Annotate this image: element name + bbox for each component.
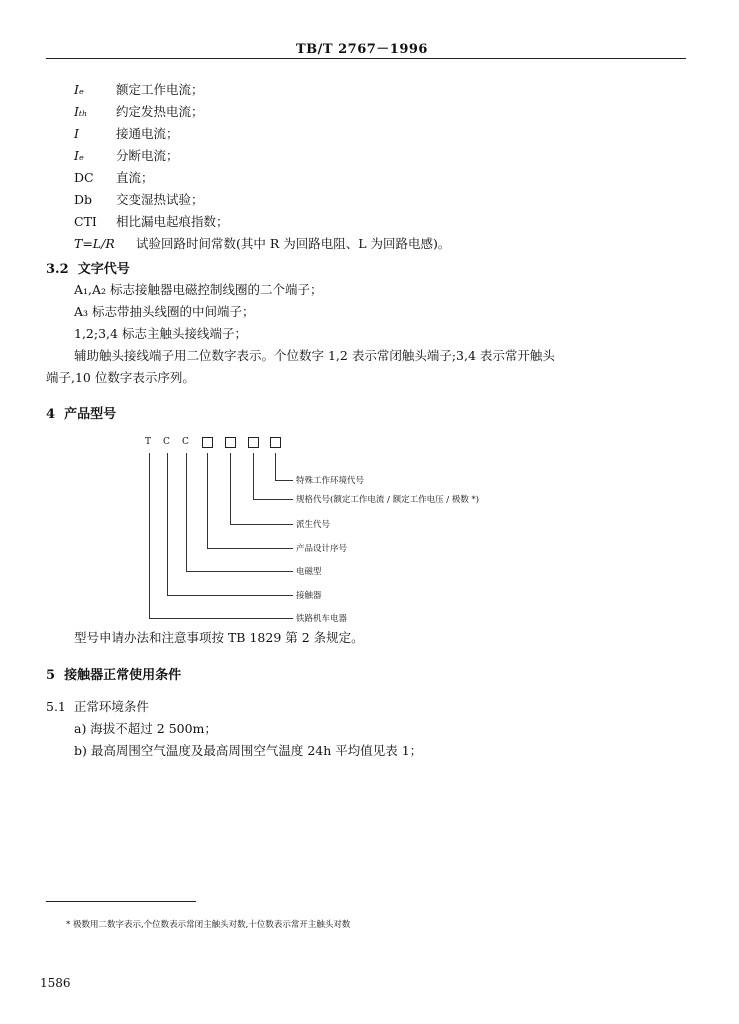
- symbol-item: Db 交变湿热试验；: [74, 192, 204, 207]
- section-4-heading: 4 产品型号: [46, 407, 117, 422]
- text-code-item: A₁,A₂ 标志接触器电磁控制线圈的二个端子；: [74, 282, 323, 297]
- symbol-item: Iₑ 分断电流；: [74, 148, 179, 163]
- leader-line: [230, 453, 231, 524]
- text-code-item: A₃ 标志带抽头线圈的中间端子；: [74, 304, 255, 319]
- leader-line: [275, 480, 293, 481]
- leader-line: [167, 595, 293, 596]
- model-letter: C: [182, 437, 189, 447]
- diagram-label: 铁路机车电器: [296, 614, 348, 624]
- leader-line: [253, 499, 293, 500]
- leader-line: [149, 618, 293, 619]
- condition-item: b) 最高周围空气温度及最高周围空气温度 24h 平均值见表 1；: [74, 743, 423, 758]
- header-standard-no: TB/T 2767－1996: [296, 42, 428, 57]
- code-box: [225, 437, 236, 448]
- leader-line: [186, 571, 293, 572]
- condition-item: a) 海拔不超过 2 500m；: [74, 721, 217, 736]
- leader-line: [275, 453, 276, 480]
- header-rule: [46, 58, 686, 59]
- paragraph-line: 端子,10 位数字表示序列。: [46, 370, 195, 385]
- diagram-label: 特殊工作环境代号: [296, 476, 365, 486]
- diagram-label: 电磁型: [296, 567, 322, 577]
- paragraph-line: 辅助触头接线端子用二位数字表示。个位数字 1,2 表示常闭触头端子;3,4 表示常开触头: [74, 348, 555, 363]
- leader-line: [186, 453, 187, 571]
- code-box: [248, 437, 259, 448]
- symbol-item: DC 直流；: [74, 170, 154, 185]
- model-note: 型号申请办法和注意事项按 TB 1829 第 2 条规定。: [74, 630, 364, 645]
- leader-line: [207, 453, 208, 548]
- page-number: 1586: [40, 976, 71, 990]
- leader-line: [207, 548, 293, 549]
- section-5-1-heading: 5.1 正常环境条件: [46, 699, 149, 714]
- diagram-label: 产品设计序号: [296, 544, 348, 554]
- leader-line: [149, 453, 150, 618]
- diagram-label: 派生代号: [296, 520, 331, 530]
- leader-line: [253, 453, 254, 499]
- footnote: * 极数用二数字表示,个位数表示常闭主触头对数,十位数表示常开主触头对数: [66, 920, 351, 930]
- footnote-rule: [46, 901, 196, 902]
- text-code-item: 1,2;3,4 标志主触头接线端子；: [74, 326, 247, 341]
- symbol-item: Iₑ 额定工作电流；: [74, 82, 204, 97]
- diagram-label: 规格代号(额定工作电流 / 额定工作电压 / 极数 *): [296, 495, 480, 505]
- model-letter: C: [163, 437, 170, 447]
- leader-line: [230, 524, 293, 525]
- section-3-2-heading: 3.2 文字代号: [46, 262, 130, 277]
- symbol-item: Iₜₕ 约定发热电流；: [74, 104, 204, 119]
- symbol-item: I 接通电流；: [74, 126, 179, 141]
- leader-line: [167, 453, 168, 595]
- symbol-item: T=L/R 试验回路时间常数(其中 R 为回路电阻、L 为回路电感)。: [74, 236, 451, 251]
- code-box: [270, 437, 281, 448]
- code-box: [202, 437, 213, 448]
- diagram-label: 接触器: [296, 591, 322, 601]
- model-letter: T: [145, 437, 152, 447]
- section-5-heading: 5 接触器正常使用条件: [46, 668, 182, 683]
- symbol-item: CTI 相比漏电起痕指数；: [74, 214, 229, 229]
